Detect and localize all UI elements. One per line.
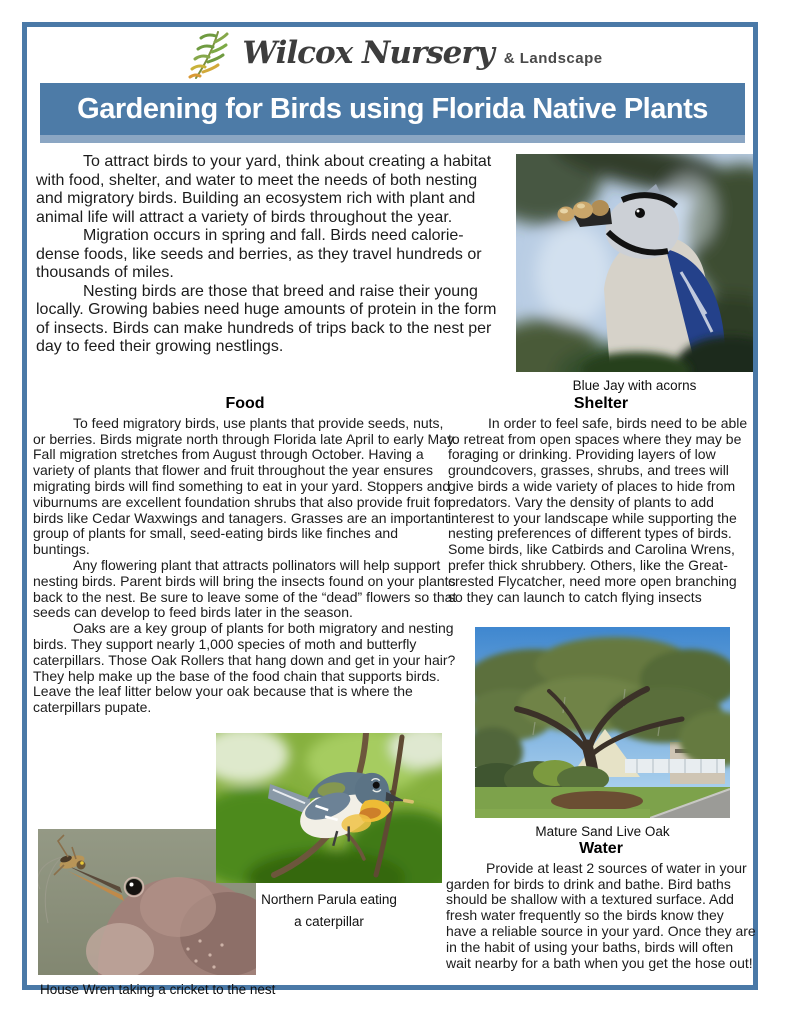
- food-paragraph: To feed migratory birds, use plants that provide seeds, nuts, or berries. Birds migrate north through Florida late April to early May. Fall migration stretches from August through October. Having a variety of plants that flower and fruit throughout the year ensures migrating birds will find something to eat in your yard. Stoppers and viburnums are excellent foundation shrubs that also provide fruit for birds like Cedar Waxwings and tanagers. Grasses are an important group of plants for small, seed-eating birds like finches and buntings.: [33, 414, 457, 558]
- parula-caption: Northern Parula eating a caterpillar: [261, 892, 397, 929]
- shelter-paragraph: In order to feel safe, birds need to be able to retreat from open spaces where they may be foraging or drinking. Providing layers of low groundcovers, grasses, shrubs, and trees will give birds a wide variety of places to hide from predators. Vary the density of plants to add interest to your landscape while supporting the nesting preferences of different types of birds. Some birds, like Catbirds and Carolina Wrens, prefer thick shrubbery. Others, like the Great-crested Flycatcher, need more open branching so they can launch to catch flying insects: [448, 414, 748, 605]
- parula-figure: [216, 733, 442, 933]
- intro-paragraph: To attract birds to your yard, think about creating a habitat with food, shelter, and water to meet the needs of both nesting and migratory birds. Building an ecosystem rich with plant and animal life will attract a variety of birds throughout the year.: [36, 153, 492, 226]
- wren-caption: House Wren taking a cricket to the nest: [40, 982, 276, 997]
- page-title: Gardening for Birds using Florida Native Plants: [77, 92, 708, 125]
- shelter-section: [448, 396, 754, 605]
- water-heading: Water: [579, 840, 623, 857]
- shelter-heading: Shelter: [573, 395, 629, 412]
- logo-suffix: & Landscape: [503, 49, 603, 67]
- food-paragraph: Any flowering plant that attracts pollinators will help support nesting birds. Parent birds will bring the insects found on your plants back to the nest. Be sure to leave some of the “dead” flowers so that seeds can develop to feed birds later in the season.: [33, 556, 457, 621]
- oak-figure: [475, 627, 730, 843]
- blue-jay-photo: [516, 154, 753, 372]
- food-paragraph: Oaks are a key group of plants for both migratory and nesting birds. They support nearly 1,000 species of moth and butterfly caterpillars. Those Oak Rollers that hang down and get in your hair? They help make up the base of the food chain that supports birds. Leave the leaf litter below your oak because that is where the caterpillars pupate.: [33, 620, 456, 716]
- water-section: [446, 841, 756, 971]
- food-heading: Food: [225, 395, 265, 412]
- title-banner: [40, 83, 745, 143]
- oak-tree-photo: [475, 627, 730, 818]
- intro-paragraph: Nesting birds are those that breed and raise their young locally. Growing babies need huge amounts of protein in the form of insects. Birds can make hundreds of trips back to the nest per day to feed their growing nestlings.: [36, 282, 497, 355]
- nursery-logo: [0, 26, 791, 80]
- mulch-bed: [551, 791, 643, 811]
- water-paragraph: Provide at least 2 sources of water in your garden for birds to drink and bathe. Bird baths should be shallow with a textured surface. Add fresh water frequently so the birds know they have a reliable source in your yard. Once they are in the habit of using your baths, birds will often wait nearby for a bath when you get the hose out!: [446, 859, 756, 971]
- logo-name: Wilcox Nursery: [242, 35, 494, 71]
- blue-jay-figure: [516, 154, 753, 397]
- blue-jay-caption: Blue Jay with acorns: [572, 378, 697, 393]
- oak-caption: Mature Sand Live Oak: [535, 824, 670, 839]
- intro-text: [36, 153, 502, 357]
- intro-paragraph: Migration occurs in spring and fall. Birds need calorie-dense foods, like seeds and berries, as they travel hundreds or thousands of miles.: [36, 227, 482, 281]
- food-section: [33, 396, 457, 716]
- fern-leaf-icon: [188, 26, 232, 80]
- parula-photo: [216, 733, 442, 883]
